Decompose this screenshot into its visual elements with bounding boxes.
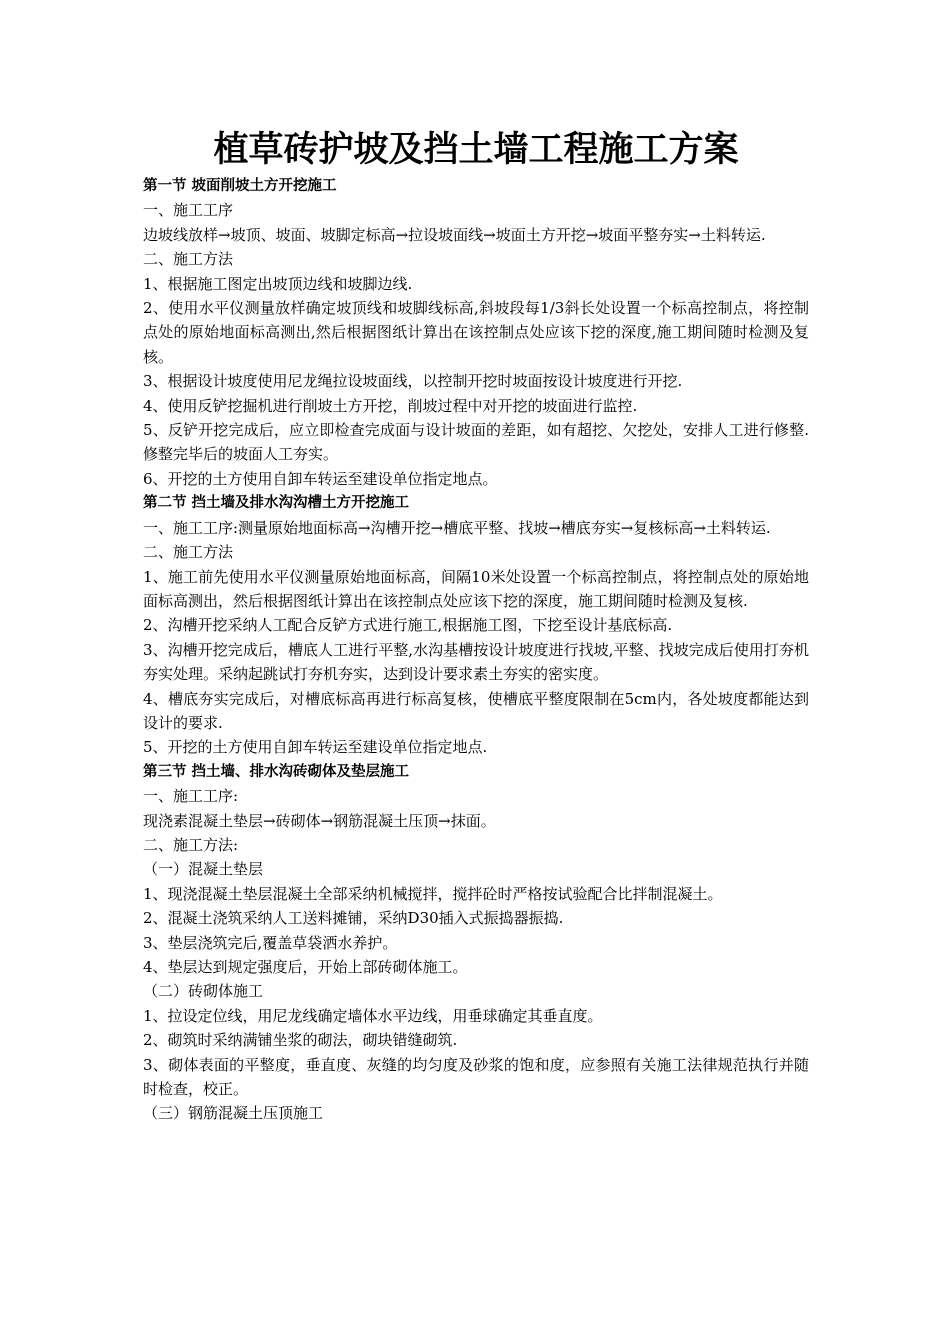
paragraph: 1、施工前先使用水平仪测量原始地面标高，间隔10米处设置一个标高控制点，将控制点处的原始地面标高测出，然后根据图纸计算出在该控制点处应该下挖的深度，施工期间随时检测及复核.	[143, 567, 809, 610]
paragraph: 4、槽底夯实完成后，对槽底标高再进行标高复核，使槽底平整度限制在5cm内，各处坡度都能达到设计的要求.	[143, 689, 809, 732]
paragraph: 2、沟槽开挖采纳人工配合反铲方式进行施工,根据施工图，下挖至设计基底标高.	[143, 616, 673, 635]
paragraph: 5、开挖的土方使用自卸车转运至建设单位指定地点.	[143, 738, 488, 757]
paragraph: （一）混凝土垫层	[143, 860, 264, 879]
paragraph: 二、施工方法	[143, 543, 234, 562]
paragraph: 4、垫层达到规定强度后，开始上部砖砌体施工。	[143, 958, 468, 976]
paragraph: 1、拉设定位线，用尼龙线确定墙体水平边线，用垂球确定其垂直度。	[143, 1006, 603, 1025]
paragraph: 3、根据设计坡度使用尼龙绳拉设坡面线，以控制开挖时坡面按设计坡度进行开挖.	[143, 372, 683, 391]
paragraph: 5、反铲开挖完成后，应立即检查完成面与设计坡面的差距，如有超挖、欠挖处，安排人工进行修整.修整完毕后的坡面人工夯实。	[143, 421, 809, 464]
paragraph: 1、根据施工图定出坡顶边线和坡脚边线.	[143, 274, 413, 293]
paragraph: 一、施工工序	[143, 201, 234, 220]
paragraph: 4、使用反铲挖掘机进行削坡土方开挖，削坡过程中对开挖的坡面进行监控.	[143, 396, 638, 415]
paragraph: 二、施工方法:	[143, 835, 239, 854]
paragraph: 现浇素混凝土垫层→砖砌体→钢筋混凝土压顶→抹面。	[143, 811, 496, 830]
paragraph: 3、沟槽开挖完成后，槽底人工进行平整,水沟基槽按设计坡度进行找坡,平整、找坡完成后使用打夯机夯实处理。采纳起跳试打夯机夯实，达到设计要求素土夯实的密实度。	[143, 640, 809, 684]
paragraph: 二、施工方法	[143, 250, 234, 269]
paragraph: 3、垫层浇筑完后,覆盖草袋洒水养护。	[143, 933, 398, 952]
paragraph: 一、施工工序:测量原始地面标高→沟槽开挖→槽底平整、找坡→槽底夯实→复核标高→土料转运.	[143, 518, 771, 537]
paragraph: 边坡线放样→坡顶、坡面、坡脚定标高→拉设坡面线→坡面土方开挖→坡面平整夯实→土料转运.	[143, 225, 766, 244]
paragraph: 2、砌筑时采纳满铺坐浆的砌法，砌块错缝砌筑.	[143, 1031, 458, 1050]
document-title: 植草砖护坡及挡土墙工程施工方案	[213, 130, 739, 170]
paragraph: 1、现浇混凝土垫层混凝土全部采纳机械搅拌，搅拌砼时严格按试验配合比拌制混凝土。	[143, 884, 723, 903]
paragraph: 2、混凝土浇筑采纳人工送料摊铺，采纳D30插入式振捣器振捣.	[143, 909, 564, 928]
paragraph: （二）砖砌体施工	[143, 982, 264, 1001]
paragraph: 3、砌体表面的平整度，垂直度、灰缝的均匀度及砂浆的饱和度，应参照有关施工法律规范执行并随时检查，校正。	[143, 1055, 809, 1099]
paragraph: 6、开挖的土方使用自卸车转运至建设单位指定地点。	[143, 469, 498, 488]
section-2-heading: 第二节 挡土墙及排水沟沟槽土方开挖施工	[143, 495, 410, 512]
paragraph: 一、施工工序:	[143, 787, 239, 806]
document-page	[143, 128, 809, 1126]
section-1-heading: 第一节 坡面削坡土方开挖施工	[143, 178, 337, 194]
paragraph: 2、使用水平仪测量放样确定坡顶线和坡脚线标高,斜坡段每1/3斜长处设置一个标高控制点，将控制点处的原始地面标高测出,然后根据图纸计算出在该控制点处应该下挖的深度,施工期间随时检测及复核。	[143, 299, 809, 366]
paragraph: （三）钢筋混凝土压顶施工	[143, 1104, 324, 1123]
section-3-heading: 第三节 挡土墙、排水沟砖砌体及垫层施工	[143, 763, 410, 780]
